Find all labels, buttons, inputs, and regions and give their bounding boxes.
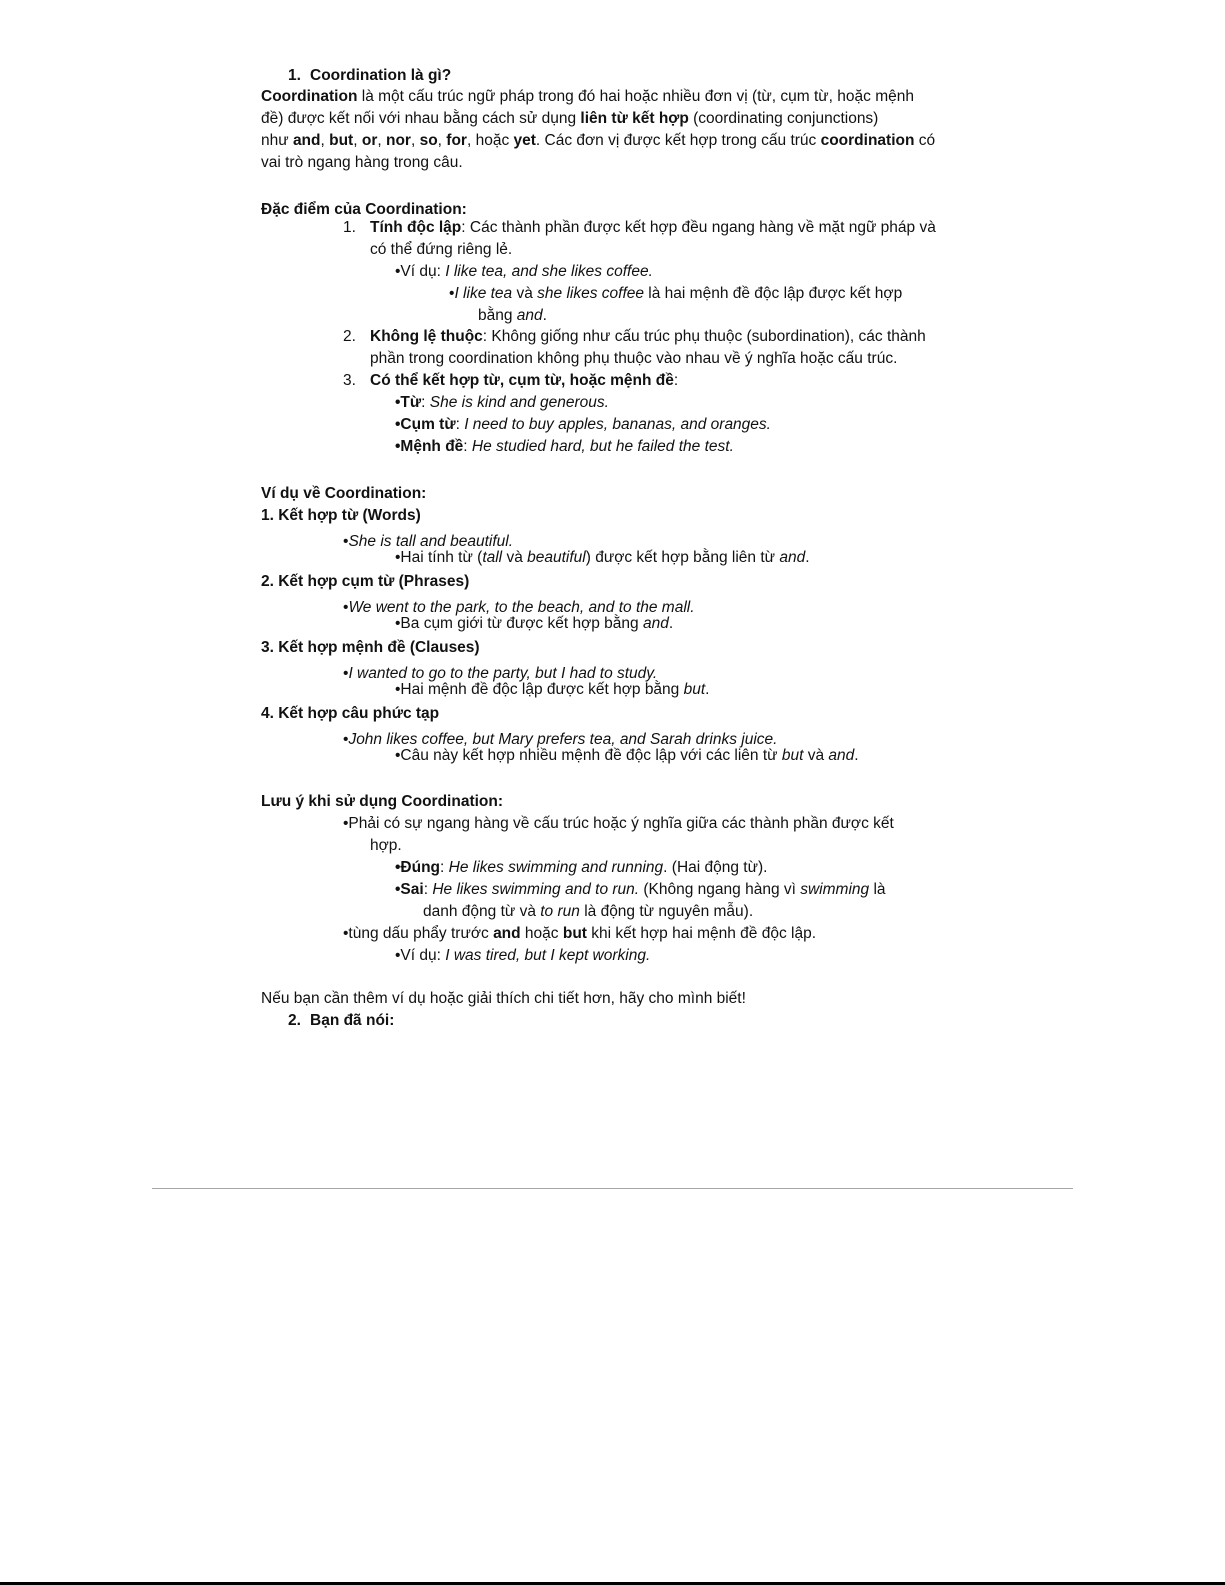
example-line-cont (423, 902, 753, 922)
term-bold: but (562, 925, 587, 942)
text: hoặc (520, 925, 563, 942)
text: . (805, 549, 810, 566)
term-bold: coordination (820, 132, 915, 149)
text: (Không ngang hàng vì (639, 881, 801, 898)
text-italic: swimming (800, 881, 870, 898)
list-number: 3. (343, 372, 356, 389)
text: danh động từ và (423, 903, 541, 920)
text: •tùng dấu phẩy trước (343, 925, 494, 942)
example-note (395, 548, 810, 568)
text: khi kết hợp hai mệnh đề độc lập. (586, 925, 816, 942)
list-item-cont: phần trong coordination không phụ thuộc vào nhau về ý nghĩa hoặc cấu trúc. (370, 350, 898, 367)
text: là hai mệnh đề độc lập được kết hợp (644, 285, 903, 302)
term-bold: and (493, 925, 521, 942)
term-bold: nor (385, 132, 411, 149)
list-number: 2. (343, 328, 356, 345)
text: bằng (478, 307, 517, 324)
example-label: •Ví dụ: (395, 947, 446, 964)
correct-label: •Đúng (395, 859, 441, 876)
bullet: • (343, 731, 349, 748)
example-line (395, 393, 609, 413)
text: : (673, 372, 679, 389)
paragraph-line (261, 87, 914, 107)
example-note (449, 284, 902, 304)
list-number: 1. (343, 219, 356, 236)
text: : (455, 416, 465, 433)
heading-number: 1. (288, 67, 301, 84)
text: , (410, 132, 420, 149)
text-italic: tall (482, 549, 503, 566)
example-line (395, 946, 650, 966)
example-text: She is kind and generous. (429, 394, 609, 411)
text-italic: and (642, 615, 669, 632)
text-italic: and (828, 747, 855, 764)
example-line (395, 880, 886, 900)
text: , hoặc (466, 132, 514, 149)
text: : (423, 881, 433, 898)
item-title: Tính độc lập (370, 219, 462, 236)
example-text: I need to buy apples, bananas, and oranges. (464, 416, 771, 433)
text-italic: but (781, 747, 804, 764)
text-italic: to run (540, 903, 580, 920)
example-note (395, 746, 859, 766)
text: , (353, 132, 362, 149)
section-heading-notes: Lưu ý khi sử dụng Coordination: (261, 793, 504, 810)
example-text: I like tea, and she likes coffee. (445, 263, 653, 280)
text: và (803, 747, 829, 764)
section-heading-features: Đặc điểm của Coordination: (261, 201, 467, 218)
text: là một cấu trúc ngữ pháp trong đó hai hoặc nhiều đơn vị (từ, cụm từ, hoặc mệnh (357, 88, 914, 105)
text-italic: and (779, 549, 806, 566)
item-title: Không lệ thuộc (370, 328, 483, 345)
term-bold: or (361, 132, 378, 149)
term-bold: and (292, 132, 321, 149)
text: •Ba cụm giới từ được kết hợp bằng (395, 615, 643, 632)
text: , (377, 132, 386, 149)
term-bold: for (446, 132, 467, 149)
section-heading-1 (288, 66, 451, 86)
wrong-label: •Sai (395, 881, 424, 898)
text: . (705, 681, 710, 698)
text: là (869, 881, 886, 898)
example-note (395, 614, 673, 634)
example-line (395, 858, 767, 878)
closing-text: Nếu bạn cần thêm ví dụ hoặc giải thích chi tiết hơn, hãy cho mình biết! (261, 990, 746, 1007)
example-text: She is tall and beautiful. (348, 533, 514, 550)
text: •Hai mệnh đề độc lập được kết hợp bằng (395, 681, 684, 698)
text: : (440, 859, 449, 876)
text-italic: and (516, 307, 543, 324)
term-bold: but (329, 132, 354, 149)
section-heading-2 (288, 1011, 394, 1031)
text: và (502, 549, 528, 566)
term-bold: yet (513, 132, 536, 149)
page-divider (152, 1188, 1073, 1189)
example-text: He likes swimming and running (448, 859, 664, 876)
text-italic: she likes coffee (537, 285, 644, 302)
text: là động từ nguyên mẫu). (579, 903, 754, 920)
text-italic: but (683, 681, 706, 698)
heading-number: 2. (288, 1012, 301, 1029)
text: . (542, 307, 547, 324)
text: : Các thành phần được kết hợp đều ngang hàng về mặt ngữ pháp và (461, 219, 936, 236)
example-label: •Từ (395, 394, 422, 411)
text: ) được kết hợp bằng liên từ (585, 549, 780, 566)
note-line-cont: hợp. (370, 837, 402, 854)
term-bold: so (419, 132, 438, 149)
text: , (437, 132, 447, 149)
example-note (395, 680, 709, 700)
note-line: •Phải có sự ngang hàng về cấu trúc hoặc ý nghĩa giữa các thành phần được kết (343, 815, 894, 832)
text: . Các đơn vị được kết hợp trong cấu trúc (535, 132, 821, 149)
example-label: •Ví dụ: (395, 263, 446, 280)
text: đề) được kết nối với nhau bằng cách sử dụng (261, 110, 581, 127)
example-line (395, 437, 734, 457)
term-bold: Coordination (261, 88, 358, 105)
text-italic: beautiful (527, 549, 586, 566)
paragraph-line: vai trò ngang hàng trong câu. (261, 154, 463, 171)
text: (coordinating conjunctions) (688, 110, 879, 127)
example-line (395, 415, 771, 435)
list-item-cont: có thể đứng riêng lẻ. (370, 241, 513, 258)
text: . (854, 747, 859, 764)
text: . (668, 615, 674, 632)
text: : Không giống như cấu trúc phụ thuộc (subordination), các thành (482, 328, 926, 345)
list-item (343, 371, 678, 391)
example-text: He likes swimming and to run. (432, 881, 640, 898)
example-text: John likes coffee, but Mary prefers tea, and Sarah drinks juice. (348, 731, 778, 748)
subheading: 1. Kết hợp từ (Words) (261, 507, 421, 524)
text: và (512, 285, 538, 302)
example-line (395, 262, 653, 282)
example-text: He studied hard, but he failed the test. (471, 438, 734, 455)
example-label: •Cụm từ (395, 416, 456, 433)
note-line (343, 924, 816, 944)
bullet: • (343, 599, 349, 616)
heading-text: Bạn đã nói: (310, 1012, 395, 1029)
text: : (463, 438, 472, 455)
heading-text: Coordination là gì? (310, 67, 452, 84)
text-italic: I like tea (454, 285, 513, 302)
text: , (320, 132, 330, 149)
item-title: Có thể kết hợp từ, cụm từ, hoặc mệnh đề (370, 372, 674, 389)
bullet: • (343, 533, 349, 550)
subheading: 3. Kết hợp mệnh đề (Clauses) (261, 639, 480, 656)
list-item (343, 327, 926, 347)
example-note-cont (478, 306, 547, 326)
term-bold: liên từ kết hợp (580, 110, 689, 127)
paragraph-line (261, 131, 935, 151)
example-text: I was tired, but I kept working. (445, 947, 651, 964)
section-heading-examples: Ví dụ về Coordination: (261, 485, 427, 502)
example-text: I wanted to go to the party, but I had to study. (348, 665, 658, 682)
text: •Câu này kết hợp nhiều mệnh đề độc lập với các liên từ (395, 747, 782, 764)
text: . (Hai động từ). (663, 859, 768, 876)
paragraph-line (261, 109, 878, 129)
bullet: • (449, 285, 455, 302)
subheading: 4. Kết hợp câu phức tạp (261, 705, 440, 722)
text: có (914, 132, 936, 149)
text: như (261, 132, 293, 149)
text: : (421, 394, 430, 411)
example-text: We went to the park, to the beach, and to the mall. (348, 599, 695, 616)
bullet: • (343, 665, 349, 682)
example-label: •Mệnh đề (395, 438, 464, 455)
list-item (343, 218, 936, 238)
subheading: 2. Kết hợp cụm từ (Phrases) (261, 573, 470, 590)
text: •Hai tính từ ( (395, 549, 483, 566)
